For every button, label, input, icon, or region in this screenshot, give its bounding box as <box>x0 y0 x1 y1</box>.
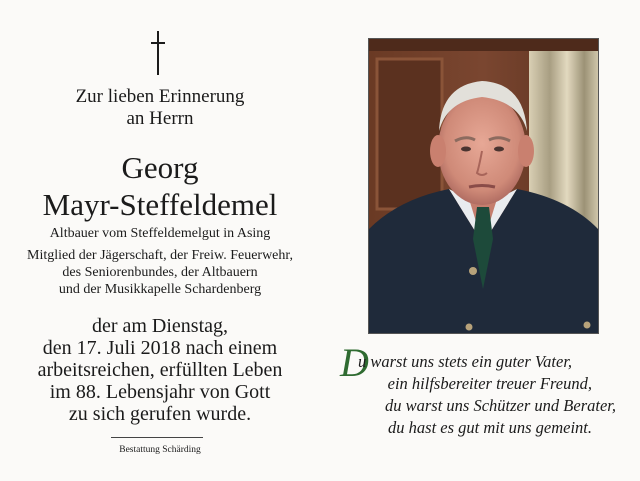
undertaker-name: Bestattung Schärding <box>119 445 201 455</box>
intro-line-2: an Herrn <box>126 108 194 129</box>
death-text-line: den 17. Juli 2018 nach einem <box>42 337 278 359</box>
poem-dropcap: D <box>340 340 369 385</box>
death-text-line: der am Dienstag, <box>91 315 229 337</box>
first-name: Georg <box>121 150 199 185</box>
membership-line: und der Musikkapelle Schardenberg <box>58 282 262 297</box>
poem-line-3: du warst uns Schützer und Berater, <box>385 396 616 415</box>
divider <box>111 437 203 438</box>
poem-line-2: ein hilfsbereiter treuer Freund, <box>387 374 592 393</box>
membership-line: des Seniorenbundes, der Altbauern <box>62 265 258 280</box>
death-text-line: arbeitsreichen, erfüllten Leben <box>37 359 283 381</box>
intro-line-1: Zur lieben Erinnerung <box>75 86 245 107</box>
last-name: Mayr-Steffeldemel <box>42 187 278 222</box>
subtitle: Altbauer vom Steffeldemelgut in Asing <box>49 226 271 241</box>
poem-line-1: u warst uns stets ein guter Vater, <box>358 352 573 371</box>
poem-line-4: du hast es gut mit uns gemeint. <box>388 418 592 437</box>
portrait-photo <box>368 38 599 334</box>
cross-icon <box>149 31 169 75</box>
death-text-line: zu sich gerufen wurde. <box>68 403 252 425</box>
death-text-line: im 88. Lebensjahr von Gott <box>49 381 271 403</box>
membership-line: Mitglied der Jägerschaft, der Freiw. Feuerwehr, <box>27 248 293 263</box>
